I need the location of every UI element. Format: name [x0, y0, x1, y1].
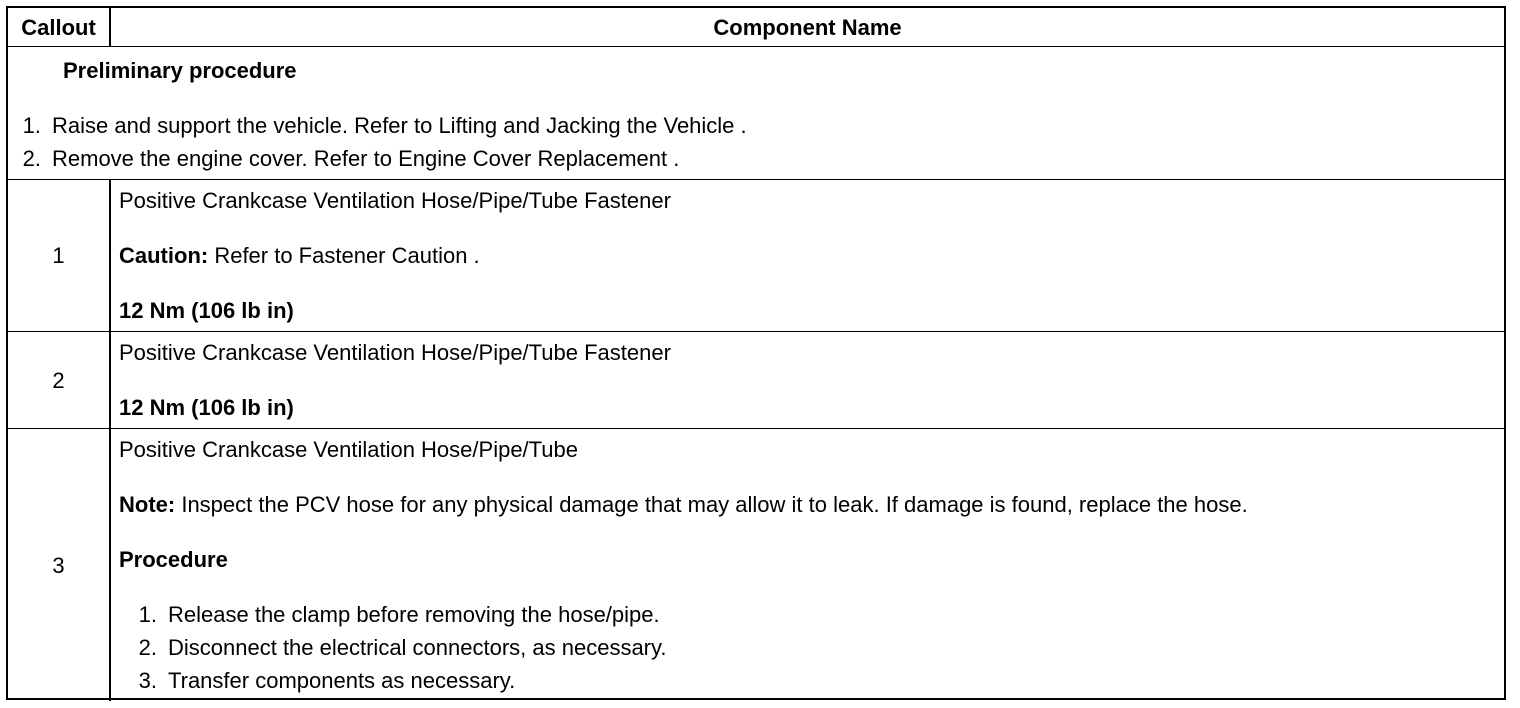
table-row — [8, 180, 1504, 332]
note-text: Inspect the PCV hose for any physical damage that may allow it to leak. If damage is found, replace the hose. — [175, 492, 1248, 517]
note-line — [119, 492, 1496, 517]
component-name: Positive Crankcase Ventilation Hose/Pipe/Tube Fastener — [119, 340, 671, 365]
preliminary-row — [8, 47, 1504, 180]
preliminary-steps — [8, 113, 1504, 171]
torque-spec: 12 Nm (106 lb in) — [119, 298, 294, 323]
step-text: Disconnect the electrical connectors, as necessary. — [168, 635, 667, 660]
preliminary-cell — [8, 47, 1504, 180]
component-name: Positive Crankcase Ventilation Hose/Pipe/Tube Fastener — [119, 188, 671, 213]
component-name-column-header: Component Name — [110, 8, 1504, 47]
caution-text: Refer to Fastener Caution . — [208, 243, 480, 268]
component-cell — [110, 429, 1504, 702]
list-item — [8, 146, 1504, 171]
header-row — [8, 8, 1504, 47]
step-text: Remove the engine cover. Refer to Engine Cover Replacement . — [52, 146, 680, 171]
step-text: Release the clamp before removing the hose/pipe. — [168, 602, 660, 627]
list-item — [119, 668, 1496, 693]
callout-number: 2 — [8, 332, 110, 429]
list-item — [119, 602, 1496, 627]
component-cell — [110, 180, 1504, 332]
procedure-table — [8, 8, 1504, 701]
step-number: 1. — [138, 602, 157, 627]
step-number: 1. — [22, 113, 41, 138]
step-number: 2. — [22, 146, 41, 171]
note-label: Note: — [119, 492, 176, 517]
callout-number: 3 — [8, 429, 110, 702]
step-text: Raise and support the vehicle. Refer to Lifting and Jacking the Vehicle . — [52, 113, 747, 138]
step-number: 2. — [138, 635, 157, 660]
procedure-title: Procedure — [119, 547, 228, 572]
component-name: Positive Crankcase Ventilation Hose/Pipe/Tube — [119, 437, 578, 462]
procedure-table-frame — [6, 6, 1506, 700]
step-number: 3. — [138, 668, 157, 693]
caution-line — [119, 243, 1496, 268]
procedure-steps — [119, 602, 1496, 693]
torque-spec: 12 Nm (106 lb in) — [119, 395, 294, 420]
list-item — [8, 113, 1504, 138]
list-item — [119, 635, 1496, 660]
table-row — [8, 332, 1504, 429]
component-cell — [110, 332, 1504, 429]
callout-number: 1 — [8, 180, 110, 332]
table-row — [8, 429, 1504, 702]
preliminary-title: Preliminary procedure — [63, 58, 297, 83]
callout-column-header: Callout — [8, 8, 110, 47]
caution-label: Caution: — [119, 243, 209, 268]
step-text: Transfer components as necessary. — [168, 668, 516, 693]
